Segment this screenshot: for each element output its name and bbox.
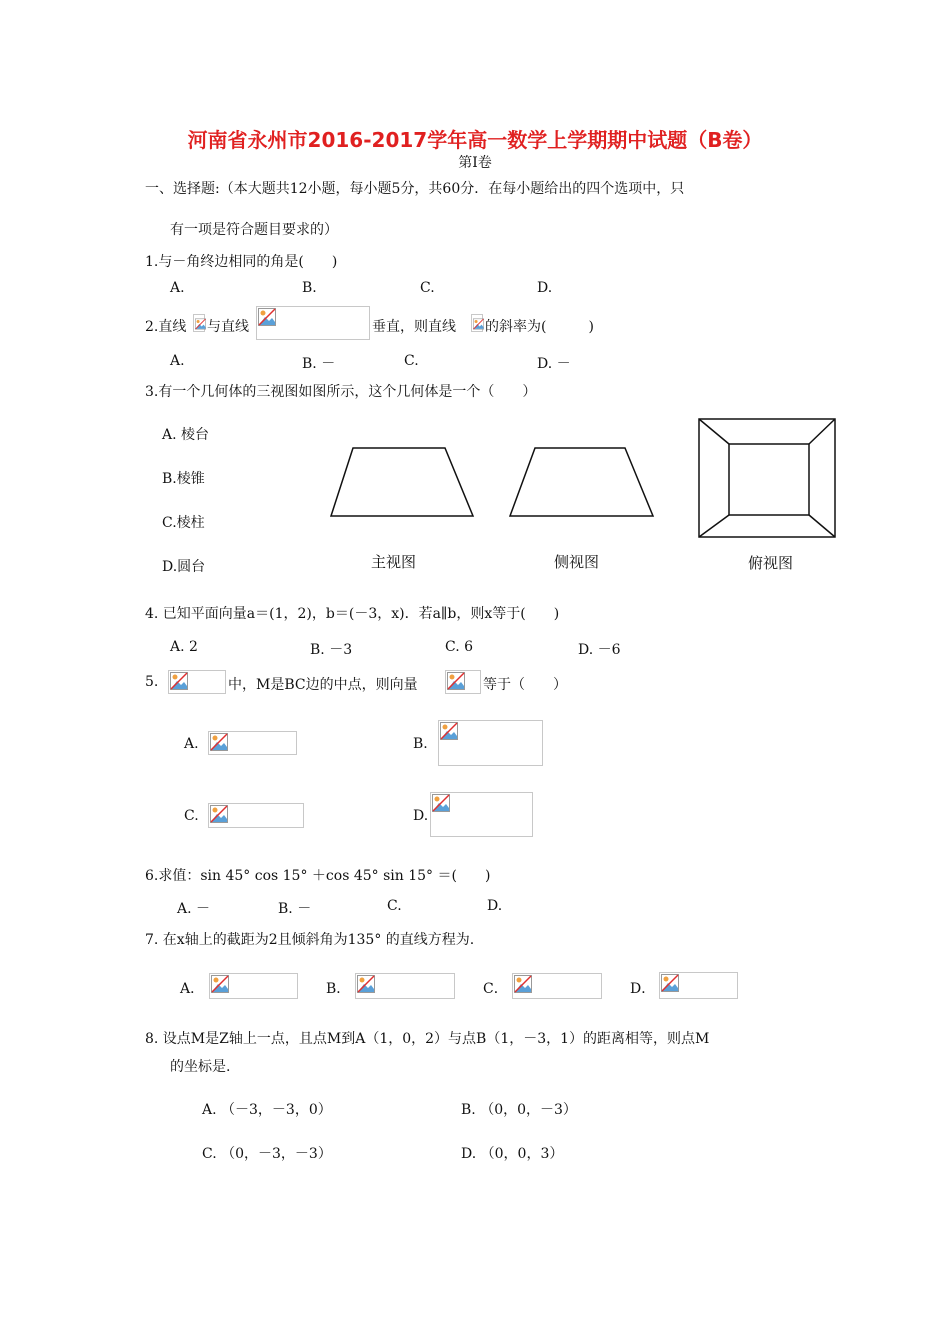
broken-image-icon [355,973,455,999]
q2-part3: 垂直，则直线 [372,319,456,335]
broken-image-icon [438,720,543,766]
q4-option-c: C. 6 [445,639,474,655]
q1-option-d: D. [537,280,553,296]
broken-image-icon [659,972,738,999]
q3-option-d: D.圆台 [162,559,206,575]
q7-option-b: B． [326,981,351,997]
side-view-label: 侧视图 [554,553,600,571]
q4-option-a: A. 2 [170,639,198,655]
page-title: 河南省永州市2016-2017学年高一数学上学期期中试题（B卷） [187,128,763,152]
q4-stem: 4. 已知平面向量a＝(1，2)，b＝(－3，x)．若a∥b，则x等于( ) [145,606,560,622]
q1-stem: 1.与－角终边相同的角是( ) [145,254,338,270]
broken-image-icon [430,792,533,837]
q8-option-a: A. （－3，－3，0） [202,1102,332,1118]
front-view-label: 主视图 [371,553,417,571]
section-instructions-line2: 有一项是符合题目要求的） [170,222,338,238]
q7-option-c: C． [483,981,508,997]
q2-part4: 的斜率为( ) [485,319,594,335]
broken-image-icon [209,973,298,999]
q1-option-a: A. [170,280,185,296]
q8-stem-line2: 的坐标是. [170,1059,231,1075]
top-view-figure [695,415,840,540]
q5-option-d: D. [413,808,429,824]
q7-option-d: D． [630,981,656,997]
broken-image-icon [208,731,297,755]
q4-option-b: B. －3 [310,642,353,658]
q2-option-a: A. [170,353,185,369]
q5-option-c: C. [184,808,199,824]
broken-image-icon [208,803,304,828]
q5-option-a: A. [184,736,199,752]
q6-option-b: B. － [278,901,312,917]
broken-image-icon [168,670,226,694]
q3-option-a: A. 棱台 [162,427,210,443]
q3-option-b: B.棱锥 [162,471,205,487]
broken-image-icon [471,314,483,332]
q7-stem: 7. 在x轴上的截距为2且倾斜角为135° 的直线方程为. [145,932,475,948]
broken-image-icon [256,306,370,340]
q3-stem: 3.有一个几何体的三视图如图所示，这个几何体是一个（ ） [145,384,537,400]
broken-image-icon [512,973,602,999]
q5-part1: 5. [145,674,159,690]
q5-option-b: B. [413,736,428,752]
section-instructions-line1: 一、选择题:（本大题共12小题，每小题5分，共60分．在每小题给出的四个选项中，只 [145,181,685,197]
q3-option-c: C.棱柱 [162,515,205,531]
broken-image-icon [445,670,481,694]
q5-part3: 等于（ ） [483,677,567,693]
q6-stem: 6.求值：sin 45° cos 15° ＋cos 45° sin 15° ＝( ) [145,868,491,884]
q8-option-b: B. （0，0，－3） [461,1102,577,1118]
q2-part1: 2.直线 [145,319,187,335]
side-view-figure [505,440,660,525]
top-view-label: 俯视图 [748,554,794,572]
q2-part2: 与直线 [207,319,249,335]
q8-stem-line1: 8. 设点M是Z轴上一点，且点M到A（1，0，2）与点B（1，－3，1）的距离相等，则点M [145,1031,710,1047]
q7-option-a: A． [180,981,205,997]
q8-option-d: D. （0，0，3） [461,1146,564,1162]
q6-option-c: C. [387,898,402,914]
volume-label: 第Ⅰ卷 [458,155,492,171]
q8-option-c: C. （0，－3，－3） [202,1146,332,1162]
front-view-figure [325,440,480,525]
q5-part2: 中，M是BC边的中点，则向量 [228,677,418,693]
q1-option-b: B. [302,280,317,296]
broken-image-icon [193,314,205,332]
q2-option-b: B. － [302,356,336,372]
q2-option-c: C. [404,353,419,369]
q1-option-c: C. [420,280,435,296]
q2-option-d: D. － [537,356,571,372]
q6-option-a: A. － [177,901,211,917]
q4-option-d: D. －6 [578,642,621,658]
q6-option-d: D. [487,898,503,914]
